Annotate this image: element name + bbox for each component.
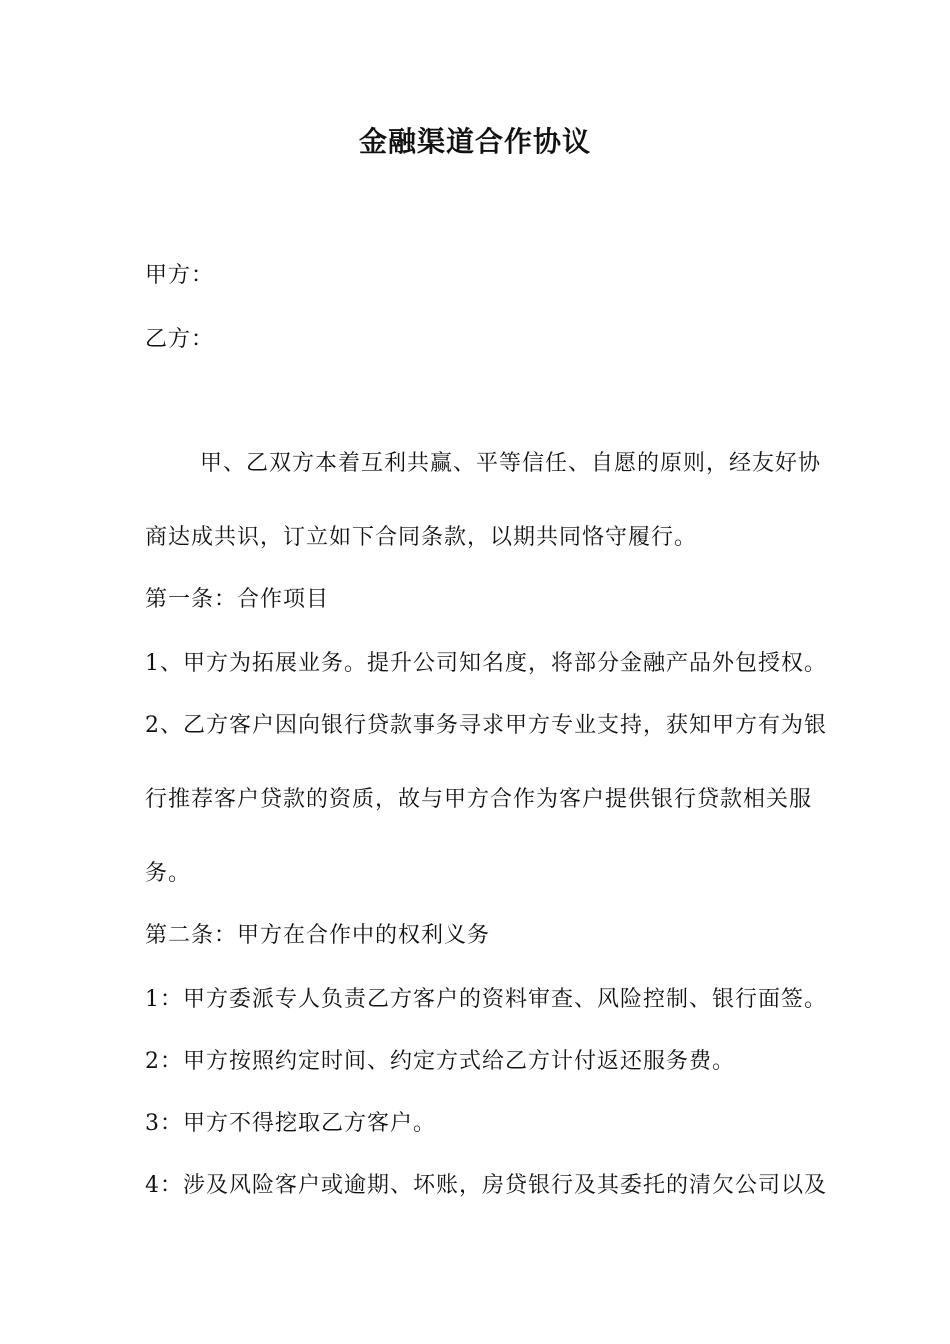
article2-item-3: 3：甲方不得挖取乙方客户。 — [145, 1111, 436, 1136]
party-a-label: 甲方： — [145, 263, 215, 288]
article2-heading: 第二条：甲方在合作中的权利义务 — [145, 923, 491, 948]
preamble-line-2: 商达成共识，订立如下合同条款，以期共同恪守履行。 — [145, 525, 698, 550]
article2-item-4: 4：涉及风险客户或逾期、坏账，房贷银行及其委托的清欠公司以及 — [145, 1173, 827, 1198]
article1-item-2-line-3: 务。 — [145, 861, 192, 886]
document-title: 金融渠道合作协议 — [358, 125, 591, 158]
preamble-line-1: 甲、乙双方本着互利共赢、平等信任、自愿的原则，经友好协 — [200, 451, 822, 476]
article1-heading: 第一条：合作项目 — [145, 587, 330, 612]
party-b-label: 乙方： — [145, 327, 215, 352]
article2-item-2: 2：甲方按照约定时间、约定方式给乙方计付返还服务费。 — [145, 1049, 735, 1074]
article1-item-2-line-1: 2、乙方客户因向银行贷款事务寻求甲方专业支持，获知甲方有为银 — [145, 713, 827, 738]
article2-item-1: 1：甲方委派专人负责乙方客户的资料审查、风险控制、银行面签。 — [145, 987, 827, 1012]
article1-item-1: 1、甲方为拓展业务。提升公司知名度，将部分金融产品外包授权。 — [145, 651, 827, 676]
article1-item-2-line-2: 行推荐客户贷款的资质，故与甲方合作为客户提供银行贷款相关服 — [145, 787, 813, 812]
